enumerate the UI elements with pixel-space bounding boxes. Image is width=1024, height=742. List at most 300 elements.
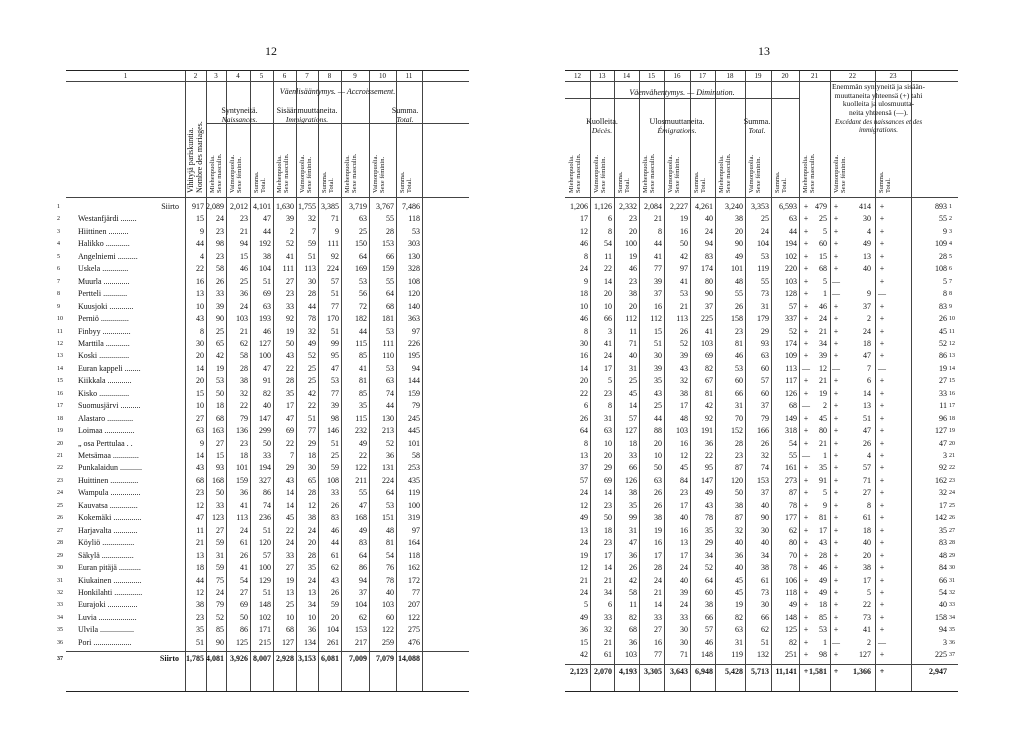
sign: + [879,563,885,573]
cell-value: 236 [259,513,271,523]
excess-header-fr: Excédant des naissances et des immigrations. [834,118,923,134]
cell-value: 41 [604,338,612,348]
excess-value: 127 [935,426,947,436]
group-subtitle: Décès. [591,126,613,135]
cell-value: 15 [654,326,662,336]
cell-value: 25 [761,214,769,224]
cell-value: 25 [359,226,367,236]
cell-value: 29 [308,438,316,448]
header-rule [66,197,469,198]
cell-value: 16 [580,351,588,361]
cell-value: 8 [584,251,588,261]
column-number: 14 [623,72,630,80]
cell-value: 122 [382,625,394,635]
cell-value: 45 [286,513,294,523]
table-row [565,487,958,500]
cell-value: 40 [705,214,713,224]
table-row [565,263,958,276]
cell-value: 120 [259,538,271,548]
cell-value: 87 [789,488,797,498]
cell-value: 75 [216,575,224,585]
row-number: 9 [57,303,60,310]
cell-value: 14,088 [398,654,420,664]
table-row [57,413,469,426]
cell-value: 39 [654,276,662,286]
cell-value: 24 [580,264,588,274]
sign: + [879,612,885,622]
sign: + [879,338,885,348]
cell-value: 47 [263,363,271,373]
cell-value: 21 [654,214,662,224]
column-number: 3 [214,72,218,80]
cell-value: 22 [705,451,713,460]
cell-value: 159 [382,264,394,274]
excess-value: 92 [939,463,947,473]
cell-value: 59 [216,563,224,573]
cell-value: 62 [761,625,769,635]
cell-value: 3,240 [725,202,743,211]
cell-value: 94 [240,239,248,249]
cell-value: 24 [580,587,588,597]
cell-value: 35 [705,525,713,535]
cell-value: 20 [629,226,637,236]
cell-value: 40 [386,587,394,597]
column-number: 4 [236,72,240,80]
cell-value: 32 [761,451,769,460]
cell-value: 51 [308,413,316,423]
excess-value: 49 [819,587,827,597]
row-number: 9 [949,303,952,310]
cell-value: 32 [240,388,248,398]
excess-value: 35 [819,463,827,473]
cell-value: 136 [236,426,248,436]
table-row [565,213,958,226]
cell-value: 103 [676,426,688,436]
cell-value: 100 [408,500,420,510]
cell-value: 82 [263,388,271,398]
cell-value: 5 [608,376,612,386]
cell-value: 48 [680,413,688,423]
cell-value: 8 [584,438,588,448]
cell-value: 44 [386,401,394,411]
cell-value: 69 [286,426,294,436]
row-number: 34 [57,614,63,621]
sign: + [803,251,809,261]
cell-value: 101 [408,438,420,448]
sign: + [833,563,839,573]
cell-value: 68 [629,625,637,635]
sign: + [833,575,839,585]
cell-value: 68 [386,301,394,311]
excess-value: 55 [939,214,947,224]
cell-value: 30 [654,351,662,361]
excess-value: 109 [935,239,947,249]
table-row [57,599,469,612]
cell-value: 33 [286,550,294,560]
sign: + [833,214,839,224]
row-number: 8 [57,291,60,298]
cell-value: 37 [580,463,588,473]
sign: + [803,600,809,610]
row-number: 1 [57,204,60,210]
cell-value: 20 [735,226,743,236]
sign: + [833,338,839,348]
cell-value: 108 [408,276,420,286]
cell-value: 36 [308,625,316,635]
cell-value: 37 [761,401,769,411]
excess-value: 5 [867,587,871,597]
cell-value: 42 [308,388,316,398]
table-row [565,599,958,612]
sign: + [803,666,809,676]
cell-value: 40 [680,575,688,585]
cell-value: 17 [680,550,688,560]
sign: + [879,625,885,635]
cell-value: 5,713 [751,666,769,676]
cell-value: 94 [359,575,367,585]
cell-value: 163 [212,426,224,436]
excess-value: 84 [939,563,947,573]
excess-header: Enemmän syntyneitä ja sisään- muuttaneita yhteensä (+) tahi kuolleita ja ulosmuutta- neita yhteensä (—). [831,82,926,117]
cell-value: 100 [259,563,271,573]
row-number: 10 [57,316,63,323]
table-row [565,525,958,538]
cell-value: 25 [308,376,316,386]
sign: + [879,401,885,411]
cell-value: 78 [789,563,797,573]
sign: + [833,413,839,423]
excess-value: 26 [863,438,871,448]
table-row [57,263,469,276]
cell-value: 31 [604,413,612,423]
cell-value: 49 [789,600,797,610]
sign: + [803,563,809,573]
row-number: 18 [57,415,63,422]
place-name: Siirto [161,202,179,211]
sign: + [803,326,809,336]
cell-value: 22 [580,388,588,398]
cell-value: 79 [761,413,769,423]
place-name: Finbyy .............. [78,326,131,336]
cell-value: 28 [308,550,316,560]
sign: + [833,475,839,485]
excess-value: 28 [939,251,947,261]
cell-value: 1,630 [276,202,294,211]
column-header: Vaimonpuolia. Sexe féminin. [372,154,386,193]
place-name: Suomusjärvi .......... [78,401,141,411]
cell-value: 2,089 [206,202,224,211]
cell-value: 62 [240,338,248,348]
cell-value: 111 [282,264,294,274]
excess-value: 26 [939,314,947,324]
cell-value: 56 [359,289,367,299]
cell-value: 27 [286,276,294,286]
excess-value: 91 [819,475,827,485]
cell-value: 77 [654,264,662,274]
table-row [57,525,469,538]
table-row [565,450,958,463]
table-row [565,462,958,475]
cell-value: 23 [604,538,612,548]
cell-value: 49 [359,438,367,448]
cell-value: 69 [705,351,713,361]
column-number: 12 [574,72,581,80]
cell-value: 148 [785,612,797,622]
cell-value: 33 [654,612,662,622]
excess-value: 22 [863,600,871,610]
cell-value: 13 [286,587,294,597]
cell-value: 19 [286,326,294,336]
cell-value: 19 [629,251,637,261]
cell-value: 149 [785,413,797,423]
cell-value: 14 [196,363,204,373]
cell-value: 224 [382,475,394,485]
excess-value: 9 [823,500,827,510]
table-row [57,487,469,500]
cell-value: 81 [705,388,713,398]
sign: + [803,226,809,236]
cell-value: 35 [286,388,294,398]
excess-value: 68 [819,264,827,274]
table-row [57,313,469,326]
cell-value: 20 [196,376,204,386]
cell-value: 43 [196,314,204,324]
cell-value: 12 [196,500,204,510]
table-row [565,251,958,264]
place-name: Pori ................... [78,637,132,647]
excess-value: 4 [867,451,871,460]
sign: + [803,314,809,324]
cell-value: 22 [359,451,367,460]
cell-value: 132 [757,650,769,660]
cell-value: 63 [386,376,394,386]
table-row [57,238,469,251]
sign: — [802,401,810,411]
cell-value: 49 [359,525,367,535]
sign: + [879,463,885,473]
cell-value: 82 [735,612,743,622]
cell-value: 21 [604,637,612,647]
cell-value: 53 [216,376,224,386]
group-title: Summa. [391,106,419,115]
cell-value: 53 [761,251,769,261]
cell-value: 49 [308,338,316,348]
sign: — [802,363,810,373]
cell-value: 24 [308,575,316,585]
place-name: Huittinen .............. [78,475,139,485]
cell-value: 363 [408,314,420,324]
table-row [57,288,469,301]
place-name: Westanfjärdi ........ [78,214,137,224]
sign: + [879,376,885,386]
cell-value: 81 [359,376,367,386]
cell-value: 25 [654,401,662,411]
excess-value: 5 [823,488,827,498]
excess-value: 34 [819,338,827,348]
cell-value: 337 [785,314,797,324]
cell-value: 917 [192,202,204,211]
cell-value: 8 [608,226,612,236]
sign: + [833,600,839,610]
cell-value: 51 [331,438,339,448]
excess-value: 142 [935,513,947,523]
cell-value: 28 [286,376,294,386]
place-name: Honkilahti .............. [78,587,143,597]
cell-value: 102 [785,251,797,261]
cell-value: 169 [355,264,367,274]
cell-value: 19 [680,214,688,224]
excess-value: 47 [939,438,947,448]
excess-value: 12 [819,363,827,373]
cell-value: 213 [382,426,394,436]
place-name: Marttila ............ [78,338,130,348]
cell-value: 64 [705,575,713,585]
cell-value: 7 [312,226,316,236]
row-number: 15 [949,378,955,385]
cell-value: 61 [331,550,339,560]
cell-value: 27 [286,563,294,573]
excess-value: 19 [939,363,947,373]
cell-value: 26 [761,438,769,448]
sign: + [803,214,809,224]
cell-value: 30 [196,338,204,348]
cell-value: 14 [286,500,294,510]
cell-value: 49 [705,488,713,498]
cell-value: 28 [240,363,248,373]
excess-value: 414 [859,202,871,211]
row-number: 5 [57,253,60,260]
cell-value: 63 [654,475,662,485]
excess-value: 96 [939,413,947,423]
cell-value: 36 [580,625,588,635]
cell-value: 7,079 [376,654,394,664]
cell-value: 37 [359,587,367,597]
cell-value: 30 [761,600,769,610]
row-number: 23 [57,477,63,484]
cell-value: 11 [196,525,204,535]
cell-value: 95 [331,351,339,361]
sign: + [833,538,839,548]
row-number: 15 [57,378,63,385]
cell-value: 16 [680,226,688,236]
cell-value: 77 [654,650,662,660]
cell-value: 41 [705,326,713,336]
column-number: 13 [598,72,606,80]
sign: — [832,363,840,373]
sign: + [803,463,809,473]
cell-value: 60 [735,376,743,386]
cell-value: 30 [308,463,316,473]
cell-value: 82 [705,363,713,373]
cell-value: 16 [654,637,662,647]
table-row [565,612,958,625]
cell-value: 29 [604,463,612,473]
cell-value: 117 [785,376,797,386]
place-name: Koski ............... [78,351,130,361]
cell-value: 25 [286,600,294,610]
sign: + [803,488,809,498]
excess-value: 2 [823,401,827,411]
cell-value: 6,948 [695,666,713,676]
table-row [57,350,469,363]
cell-value: 35 [629,500,637,510]
cell-value: 45 [735,575,743,585]
cell-value: 253 [408,463,420,473]
cell-value: 45 [629,388,637,398]
group-title: Syntyneitä. [221,106,258,115]
excess-value: 893 [935,202,947,211]
sign: + [879,239,885,249]
row-number: 20 [949,440,955,447]
cell-value: 168 [212,475,224,485]
excess-value: 21 [819,326,827,336]
cell-value: 11 [629,600,637,610]
row-number: 21 [57,453,63,459]
right-table [565,70,958,692]
cell-value: 26 [654,500,662,510]
row-number: 17 [949,403,955,410]
cell-value: 36 [240,289,248,299]
excess-value: 479 [815,202,827,211]
sign: + [879,513,885,523]
cell-value: 33 [263,451,271,460]
cell-value: 9 [335,226,339,236]
cell-value: 39 [654,363,662,373]
cell-value: 119 [408,488,420,498]
cell-value: 55 [735,289,743,299]
column-number: 19 [754,72,762,80]
place-name: Hiittinen .......... [78,226,129,236]
cell-value: 174 [701,264,713,274]
cell-value: 303 [408,239,420,249]
table-row [57,512,469,525]
excess-value: 2,947 [929,666,947,676]
cell-value: 24 [761,226,769,236]
sign: + [803,550,809,560]
column-header: Miehenpuolia. Sexe masculin. [568,153,582,193]
excess-value: 4 [867,226,871,236]
sign: + [803,525,809,535]
cell-value: 10 [196,301,204,311]
cell-value: 53 [680,289,688,299]
cell-value: 24 [580,488,588,498]
cell-value: 25 [216,326,224,336]
cell-value: 17 [580,214,588,224]
cell-value: 41 [240,500,248,510]
sign: + [803,276,809,286]
cell-value: 77 [412,587,420,597]
cell-value: 38 [196,600,204,610]
cell-value: 24 [286,538,294,548]
excess-value: 5 [823,276,827,286]
table-row [565,562,958,575]
cell-value: 125 [785,625,797,635]
cell-value: 51 [654,338,662,348]
place-name: „ osa Perttulaa . . [78,438,133,448]
cell-value: 27 [654,625,662,635]
column-number: 2 [193,72,198,80]
table-row [57,251,469,264]
cell-value: 41 [240,563,248,573]
cell-value: 38 [240,376,248,386]
cell-value: 435 [408,475,420,485]
cell-value: 24 [240,301,248,311]
place-name: Luvia ................... [78,612,137,622]
row-number: 37 [949,652,955,659]
cell-value: 5 [584,600,588,610]
cell-value: 50 [604,513,612,523]
cell-value: 245 [408,413,420,423]
